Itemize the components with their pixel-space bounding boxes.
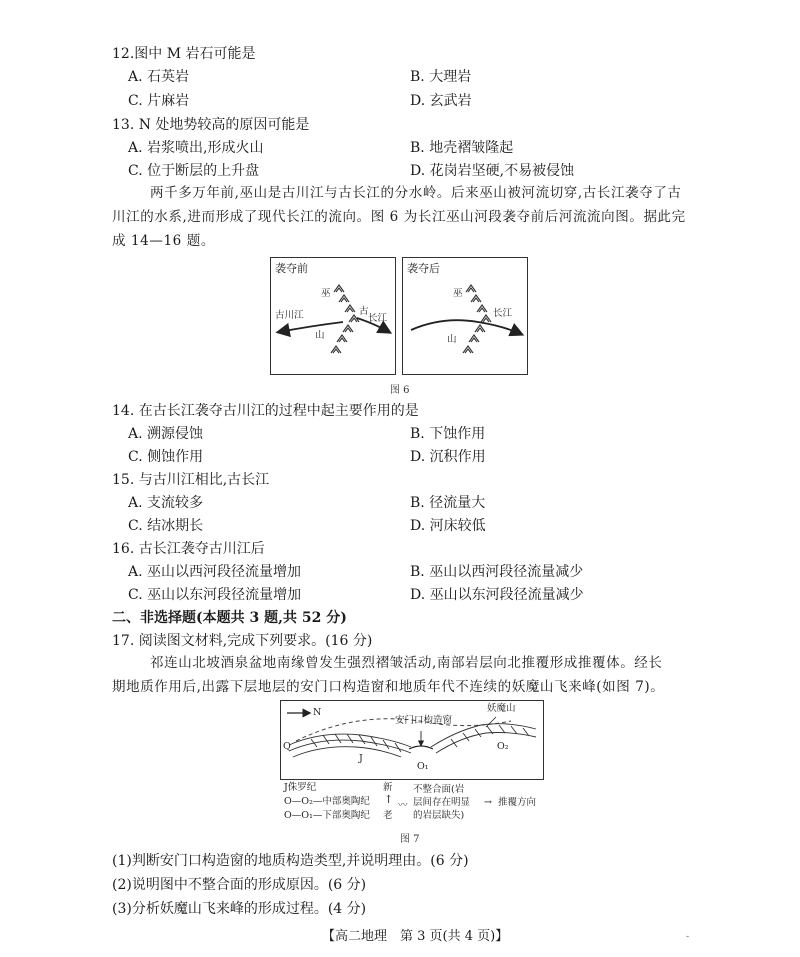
fig7-yaomo-pointer <box>486 717 496 727</box>
q13-option-b[interactable]: B. 地壳褶皱隆起 <box>410 140 514 156</box>
fig7-legend-o1: O—O₁—下部奥陶纪 <box>284 810 370 821</box>
q16-option-b[interactable]: B. 巫山以西河段径流量减少 <box>410 564 584 580</box>
fig7-legend-arrow: ↑ <box>384 793 394 806</box>
q12-option-d[interactable]: D. 玄武岩 <box>410 93 472 109</box>
q15-option-b[interactable]: B. 径流量大 <box>410 495 486 511</box>
fig7-window-label: 安门口构造窗 <box>395 715 453 726</box>
fig6-after-shan: 山 <box>447 334 457 345</box>
q16-option-a[interactable]: A. 巫山以西河段径流量增加 <box>128 564 302 580</box>
q17-sub1: (1)判断安门口构造窗的地质构造类型,并说明理由。(6 分) <box>112 853 469 869</box>
q14-option-a[interactable]: A. 溯源侵蚀 <box>128 426 204 442</box>
q16-stem: 16. 古长江袭夺古川江后 <box>112 541 265 557</box>
fig7-legend-thrust: 推覆方向 <box>498 797 537 808</box>
fig6-before-panel <box>270 257 396 375</box>
footer-mark: ‐ <box>686 931 690 942</box>
passage1-line1: 两千多万年前,巫山是古川江与古长江的分水岭。后来巫山被河流切穿,古长江袭夺了古 <box>150 185 682 201</box>
q17-sub2: (2)说明图中不整合面的形成原因。(6 分) <box>112 877 367 893</box>
q14-option-b[interactable]: B. 下蚀作用 <box>410 426 486 442</box>
q13-stem: 13. N 处地势较高的原因可能是 <box>112 117 310 133</box>
fig7-legend-uncon-line3: 的岩层缺失) <box>413 810 465 821</box>
fig7-label-j: J <box>359 753 363 764</box>
q12-option-c[interactable]: C. 片麻岩 <box>128 93 190 109</box>
fig7-strata-right <box>431 724 536 753</box>
fig6-after-mountains <box>463 285 491 353</box>
q15-option-d[interactable]: D. 河床较低 <box>410 518 486 534</box>
q15-option-c[interactable]: C. 结冰期长 <box>128 518 204 534</box>
fig6-before-shan: 山 <box>315 330 325 341</box>
fig6-before-mountains <box>331 285 359 353</box>
q15-stem: 15. 与古川江相比,古长江 <box>112 472 270 488</box>
fig6-after-title: 袭夺后 <box>407 262 440 275</box>
fig7-label-o2: O₂ <box>497 741 509 752</box>
fig7-label-q: Q <box>283 741 291 752</box>
passage1-line3: 成 14—16 题。 <box>112 233 215 249</box>
fig7-strata-left <box>289 734 411 757</box>
fig7-panel <box>280 700 544 780</box>
q17-material-line2: 期地质作用后,出露下层地层的安门口构造窗和地质年代不连续的妖魔山飞来峰(如图 7)。 <box>112 679 665 695</box>
fig6-after-panel <box>402 257 528 375</box>
q17-material-line1: 祁连山北坡酒泉盆地南缘曾发生强烈褶皱活动,南部岩层向北推覆形成推覆体。经长 <box>150 655 663 671</box>
fig7-legend-j: J侏罗纪 <box>284 782 317 793</box>
fig6-after-wu: 巫 <box>453 288 463 299</box>
q13-option-d[interactable]: D. 花岗岩坚硬,不易被侵蚀 <box>410 163 575 179</box>
fig7-label-o1: O₁ <box>417 761 429 772</box>
fig7-yaomo-label: 妖魔山 <box>487 703 516 714</box>
fig6-caption: 图 6 <box>390 385 410 396</box>
fig6-gu-chuanjiang-river <box>279 322 343 332</box>
fig7-legend-uncon-symbol: 〰 <box>398 800 408 811</box>
q12-option-a[interactable]: A. 石英岩 <box>128 69 190 85</box>
fig6-before-title: 袭夺前 <box>275 262 308 275</box>
fig7-legend-new: 新 <box>383 782 393 793</box>
q14-option-d[interactable]: D. 沉积作用 <box>410 449 486 465</box>
q14-option-c[interactable]: C. 侧蚀作用 <box>128 449 204 465</box>
q15-option-a[interactable]: A. 支流较多 <box>128 495 204 511</box>
q13-option-a[interactable]: A. 岩浆喷出,形成火山 <box>128 140 264 156</box>
fig7-window <box>409 746 433 749</box>
fig6-label-changjiang-after: 长江 <box>493 308 513 319</box>
q12-stem: 12.图中 M 岩石可能是 <box>112 46 256 62</box>
q17-sub3: (3)分析妖魔山飞来峰的形成过程。(4 分) <box>112 901 367 917</box>
page-footer: 【高二地理 第 3 页(共 4 页)】 <box>322 929 509 944</box>
fig6-label-changjiang-before: 长江 <box>368 313 388 324</box>
fig7-legend-old: 老 <box>383 810 393 821</box>
q16-option-d[interactable]: D. 巫山以东河段径流量减少 <box>410 587 584 603</box>
q17-stem: 17. 阅读图文材料,完成下列要求。(16 分) <box>112 633 373 649</box>
q16-option-c[interactable]: C. 巫山以东河段径流量增加 <box>128 587 302 603</box>
fig7-north-label: N <box>313 707 322 718</box>
passage1-line2: 川江的水系,进而形成了现代长江的流向。图 6 为长江巫山河段袭夺前后河流流向图。据此完 <box>112 209 686 225</box>
fig7-legend-uncon-line1: 不整合面(岩 <box>413 784 465 795</box>
fig7-caption: 图 7 <box>400 834 420 845</box>
fig7-legend-thrust-arrow: → <box>484 797 492 808</box>
q13-option-c[interactable]: C. 位于断层的上升盘 <box>128 163 260 179</box>
q12-option-b[interactable]: B. 大理岩 <box>410 69 472 85</box>
fig6-changjiang-river <box>411 320 521 334</box>
fig6-label-gu-chuanjiang: 古川江 <box>275 310 304 321</box>
fig6-label-gu: 古 <box>359 306 369 317</box>
q14-stem: 14. 在古长江袭夺古川江的过程中起主要作用的是 <box>112 403 419 419</box>
section2-heading: 二、非选择题(本题共 3 题,共 52 分) <box>112 610 347 626</box>
fig7-legend-o2: O—O₂—中部奥陶纪 <box>284 796 370 807</box>
fig6-before-wu: 巫 <box>321 288 331 299</box>
fig7-legend-uncon-line2: 层间存在明显 <box>413 797 471 808</box>
